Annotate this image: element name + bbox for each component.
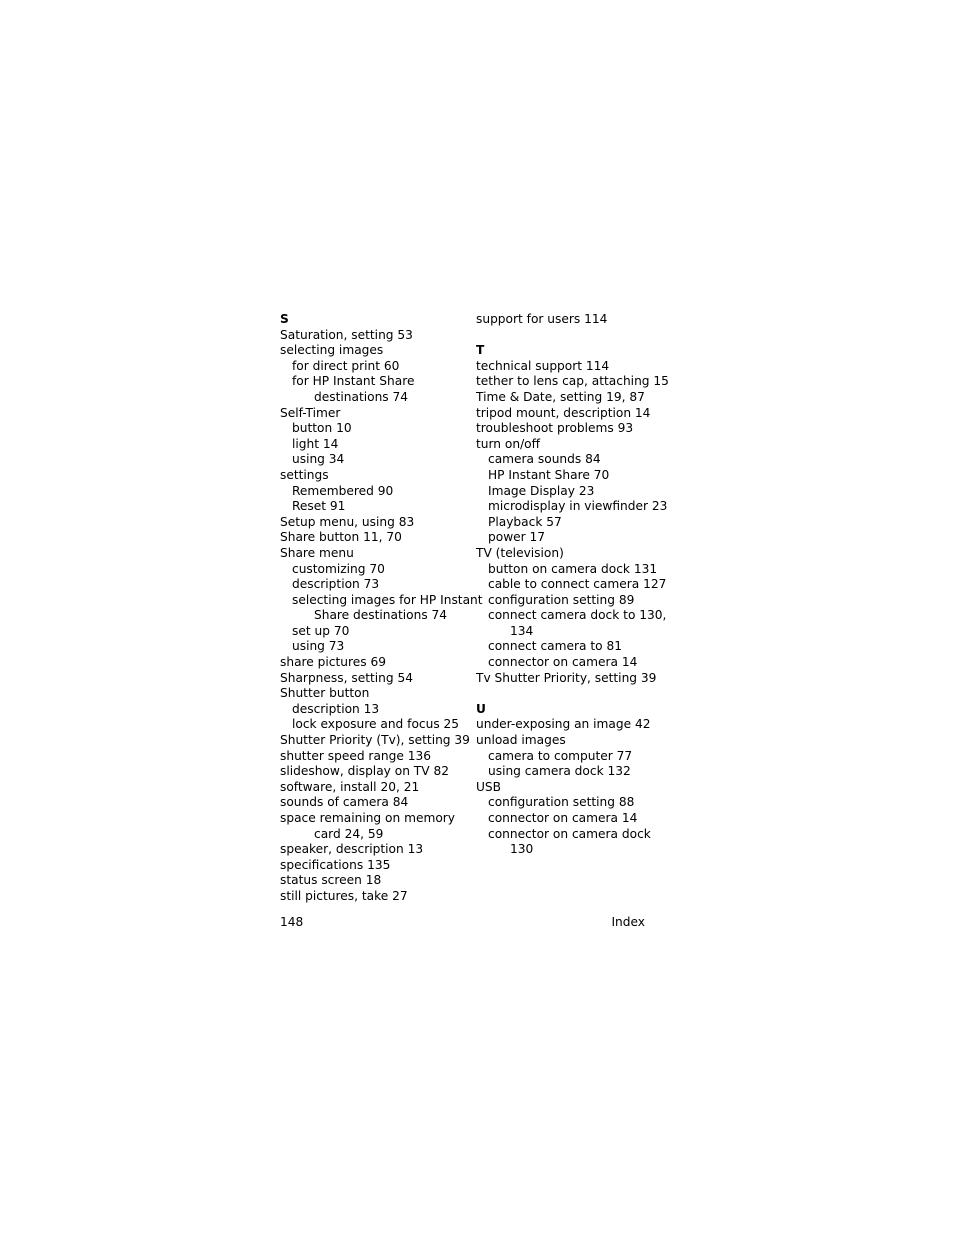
index-entry: customizing 70 [292, 561, 385, 576]
index-entry: selecting images [280, 343, 384, 358]
index-entry: HP Instant Share 70 [488, 467, 610, 482]
index-entry: share pictures 69 [280, 655, 386, 670]
index-entry: power 17 [488, 530, 546, 545]
index-entry: Self-Timer [280, 405, 341, 420]
index-column-right [476, 312, 669, 858]
index-entry: button 10 [292, 421, 352, 436]
index-entry: under-exposing an image 42 [476, 717, 651, 732]
index-entry: Reset 91 [292, 499, 346, 514]
index-entry: tether to lens cap, attaching 15 [476, 374, 669, 389]
index-entry: Image Display 23 [488, 483, 595, 498]
index-entry: Share destinations 74 [314, 608, 448, 623]
index-entry: cable to connect camera 127 [488, 577, 667, 592]
index-entry: sounds of camera 84 [280, 795, 409, 810]
index-entry: Share button 11, 70 [280, 530, 402, 545]
index-entry: connector on camera 14 [488, 655, 638, 670]
index-entry: technical support 114 [476, 358, 610, 373]
index-entry: settings [280, 467, 329, 482]
section-name: Index [611, 915, 645, 929]
index-entry: configuration setting 89 [488, 592, 635, 607]
index-entry: still pictures, take 27 [280, 888, 408, 903]
index-entry: turn on/off [476, 436, 541, 451]
index-entry: Tv Shutter Priority, setting 39 [476, 670, 657, 685]
index-entry: connector on camera dock [488, 826, 651, 841]
index-entry: description 73 [292, 577, 380, 592]
index-entry: 134 [510, 623, 534, 638]
index-entry: Saturation, setting 53 [280, 327, 413, 342]
index-entry: using camera dock 132 [488, 764, 631, 779]
index-entry: connect camera to 81 [488, 639, 622, 654]
index-entry: for direct print 60 [292, 358, 400, 373]
index-entry: software, install 20, 21 [280, 779, 420, 794]
index-entry: Shutter Priority (Tv), setting 39 [280, 733, 470, 748]
index-entry: unload images [476, 733, 566, 748]
index-entry: support for users 114 [476, 312, 608, 326]
index-entry: Playback 57 [488, 514, 562, 529]
page-number: 148 [280, 915, 304, 929]
index-entry: USB [476, 779, 502, 794]
index-entry: description 13 [292, 701, 380, 716]
index-letter-heading: S [280, 312, 289, 326]
index-entry: using 34 [292, 452, 345, 467]
index-entry: speaker, description 13 [280, 842, 424, 857]
index-entry: destinations 74 [314, 389, 409, 404]
index-entry: microdisplay in viewfinder 23 [488, 499, 668, 514]
index-column-left [280, 312, 483, 905]
index-entry: Time & Date, setting 19, 87 [476, 389, 645, 404]
spacer [476, 328, 656, 344]
index-entry: button on camera dock 131 [488, 561, 658, 576]
index-letter-heading: T [476, 343, 485, 358]
index-entry: shutter speed range 136 [280, 748, 432, 763]
index-entry: connector on camera 14 [488, 811, 638, 825]
index-entry: specifications 135 [280, 857, 391, 872]
index-entry: Shutter button [280, 686, 370, 701]
index-entry: 130 [510, 842, 534, 857]
index-entry: camera sounds 84 [488, 452, 601, 467]
index-entry: for HP Instant Share [292, 374, 415, 389]
index-entry: set up 70 [292, 623, 350, 638]
index-entry: card 24, 59 [314, 826, 384, 841]
index-entry: Sharpness, setting 54 [280, 670, 413, 685]
index-entry: tripod mount, description 14 [476, 405, 651, 420]
index-entry: Setup menu, using 83 [280, 514, 415, 529]
index-entry: lock exposure and focus 25 [292, 717, 460, 732]
index-entry: light 14 [292, 436, 339, 451]
spacer [476, 686, 656, 702]
index-entry: configuration setting 88 [488, 795, 635, 810]
index-entry: selecting images for HP Instant [292, 592, 483, 607]
index-letter-heading: U [476, 701, 486, 716]
index-entry: connect camera dock to 130, [488, 608, 667, 623]
index-entry: troubleshoot problems 93 [476, 421, 634, 436]
index-entry: TV (television) [476, 545, 564, 560]
index-entry: status screen 18 [280, 873, 382, 888]
index-entry: using 73 [292, 639, 345, 654]
index-entry: space remaining on memory [280, 811, 456, 825]
index-entry: slideshow, display on TV 82 [280, 764, 449, 779]
index-entry: Share menu [280, 545, 354, 560]
index-entry: Remembered 90 [292, 483, 394, 498]
index-entry: camera to computer 77 [488, 748, 633, 763]
